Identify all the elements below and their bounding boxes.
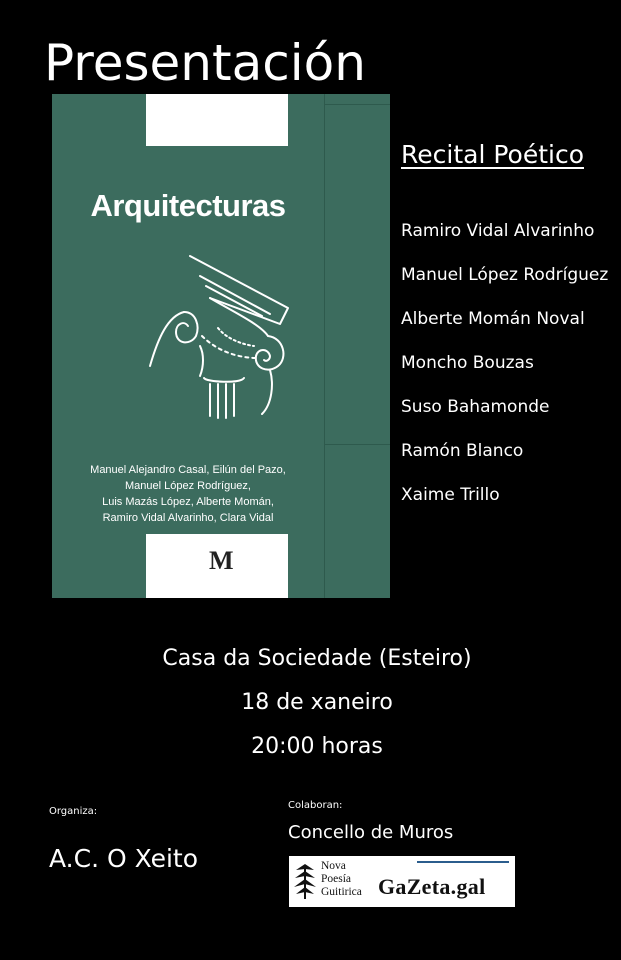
logo-brand: GaZeta.gal — [378, 874, 486, 899]
author-line: Manuel López Rodríguez, — [125, 480, 251, 492]
poet-list — [401, 216, 608, 524]
event-date: 18 de xaneiro — [241, 690, 393, 715]
event-venue: Casa da Sociedade (Esteiro) — [162, 646, 472, 671]
publisher-logo: M — [209, 546, 234, 575]
logo-divider — [417, 861, 509, 863]
organizer-name: A.C. O Xeito — [49, 844, 199, 873]
poet-item: Suso Bahamonde — [401, 397, 550, 417]
author-line: Manuel Alejandro Casal, Eilún del Pazo, — [90, 464, 286, 476]
colaboran-label: Colaboran: — [288, 800, 343, 811]
ionic-capital-icon — [140, 254, 290, 434]
cover-top-block — [146, 94, 288, 146]
book-title: Arquitecturas — [90, 188, 286, 223]
page-title: Presentación — [44, 34, 366, 92]
poet-item: Ramón Blanco — [401, 441, 524, 461]
logo-line: Nova — [321, 860, 346, 872]
author-line: Luis Mazás López, Alberte Momán, — [102, 496, 274, 508]
event-time: 20:00 horas — [251, 734, 383, 759]
spine-line — [325, 104, 390, 105]
poet-item: Manuel López Rodríguez — [401, 265, 609, 285]
sponsor-logo — [289, 856, 515, 907]
tree-icon — [293, 861, 317, 901]
poet-item: Ramiro Vidal Alvarinho — [401, 221, 595, 241]
collaborator-name: Concello de Muros — [288, 822, 454, 843]
recital-heading: Recital Poético — [401, 140, 584, 169]
poet-item: Xaime Trillo — [401, 485, 500, 505]
logo-line: Guitirica — [321, 886, 362, 898]
poet-item: Moncho Bouzas — [401, 353, 534, 373]
logo-text — [321, 860, 362, 899]
cover-spine — [324, 94, 390, 598]
author-line: Ramiro Vidal Alvarinho, Clara Vidal — [102, 512, 274, 524]
book-authors — [52, 462, 324, 526]
book-cover — [52, 94, 390, 598]
spine-line — [325, 444, 390, 445]
poet-item: Alberte Momán Noval — [401, 309, 585, 329]
logo-line: Poesía — [321, 873, 352, 885]
organiza-label: Organiza: — [49, 806, 98, 817]
